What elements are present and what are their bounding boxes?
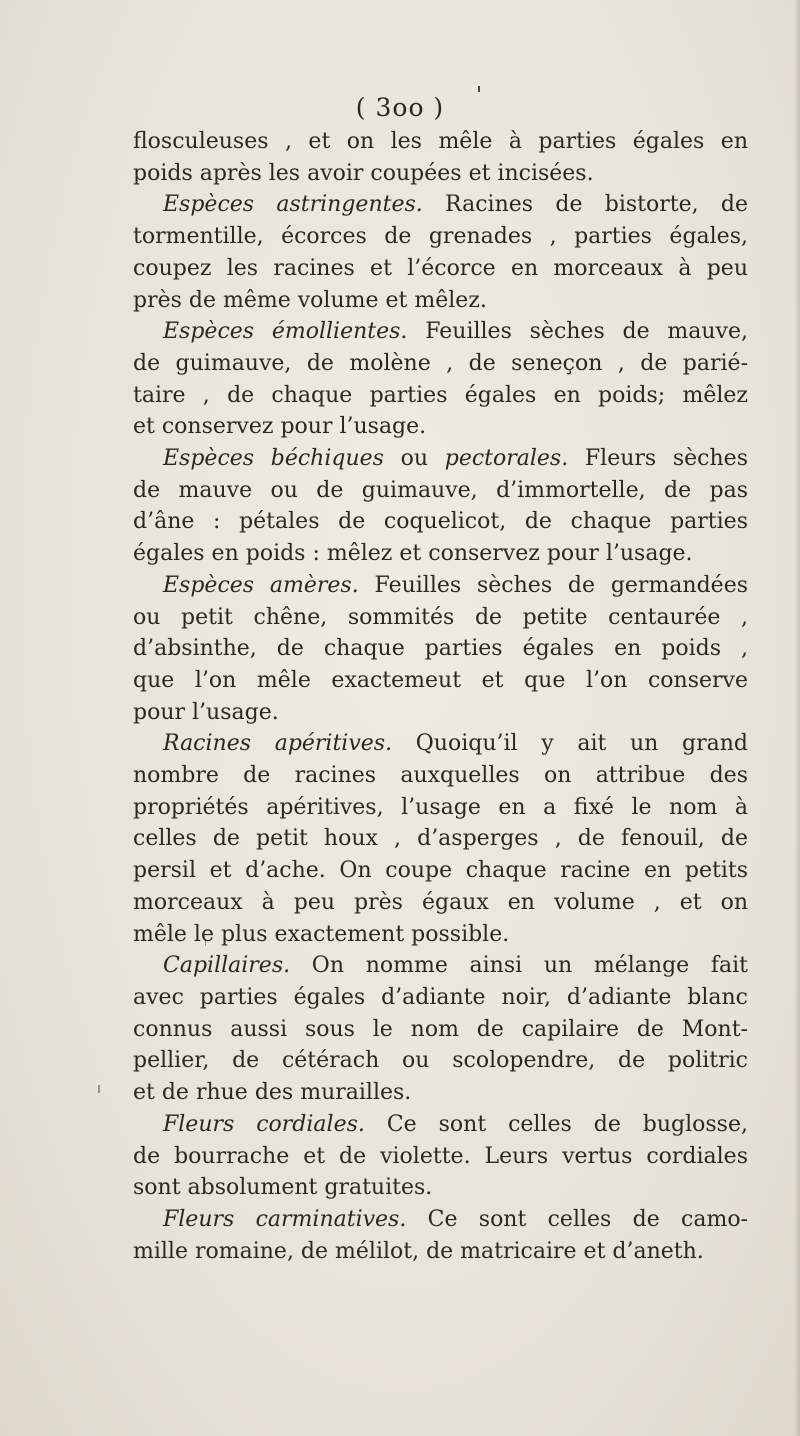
text-line — [133, 697, 748, 729]
text-run: avec parties égales d’adiante noir, d’adiante blanc — [133, 984, 748, 1010]
text-line — [133, 443, 748, 475]
section-heading: Racines apéritives. — [163, 731, 393, 757]
text-line — [133, 1077, 748, 1109]
text-line — [133, 380, 748, 412]
section-heading: pectorales. — [444, 446, 569, 472]
ink-speck — [98, 1085, 100, 1093]
section-heading: Espèces amères. — [163, 572, 359, 598]
text-run: Ce sont celles de camo- — [406, 1206, 748, 1232]
text-run: de guimauve, de molène , de seneçon , de parié- — [133, 350, 748, 376]
text-line — [133, 1109, 748, 1141]
text-line — [133, 982, 748, 1014]
text-run: pellier, de cétérach ou scolopendre, de politric — [133, 1048, 748, 1074]
text-line — [133, 665, 748, 697]
text-line — [133, 1236, 748, 1268]
text-run: morceaux à peu près égaux en volume , et on — [133, 889, 748, 915]
text-line — [133, 760, 748, 792]
text-run: Ce sont celles de buglosse, — [364, 1111, 748, 1137]
text-line — [133, 411, 748, 443]
text-run: coupez les racines et l’écorce en morceaux à peu — [133, 255, 748, 281]
text-run: égales en poids : mêlez et conservez pour l’usage. — [133, 541, 693, 567]
text-line — [133, 126, 748, 158]
section-heading: Espèces émollientes. — [163, 319, 408, 345]
section-heading: Fleurs carminatives. — [163, 1206, 407, 1232]
text-run: mêle le plus exactement possible. — [133, 921, 510, 947]
text-line — [133, 1014, 748, 1046]
text-line — [133, 633, 748, 665]
section-heading: Espèces béchiques — [163, 446, 384, 472]
text-line — [133, 602, 748, 634]
section-heading: Capillaires. — [163, 953, 291, 979]
text-line — [133, 728, 748, 760]
text-run: Fleurs sèches — [568, 446, 748, 472]
text-line — [133, 887, 748, 919]
text-run: Quoiqu’il y ait un grand — [392, 731, 748, 757]
text-run: connus aussi sous le nom de capilaire de Mont- — [133, 1016, 748, 1042]
text-line — [133, 285, 748, 317]
text-line — [133, 506, 748, 538]
text-run: On nomme ainsi un mélange fait — [290, 953, 748, 979]
text-line — [133, 950, 748, 982]
text-run: pour l’usage. — [133, 699, 279, 725]
text-run: mille romaine, de mélilot, de matricaire et d’aneth. — [133, 1238, 704, 1264]
page-body-text — [133, 126, 748, 1267]
text-line — [133, 158, 748, 190]
text-line — [133, 538, 748, 570]
text-line — [133, 1204, 748, 1236]
text-run: Racines de bistorte, de — [422, 192, 748, 218]
text-run: de bourrache et de violette. Leurs vertus cordiales — [133, 1143, 748, 1169]
text-line — [133, 316, 748, 348]
text-line — [133, 1172, 748, 1204]
text-line — [133, 348, 748, 380]
text-run: Feuilles sèches de mauve, — [407, 319, 748, 345]
text-line — [133, 475, 748, 507]
text-run: ou petit chêne, sommités de petite centaurée , — [133, 604, 748, 630]
text-run: que l’on mêle exactemeut et que l’on conserve — [133, 667, 748, 693]
text-run: nombre de racines auxquelles on attribue des — [133, 763, 748, 789]
text-run: et conservez pour l’usage. — [133, 414, 427, 440]
text-line — [133, 189, 748, 221]
page-edge-shadow — [794, 0, 800, 1436]
text-run: sont absolument gratuites. — [133, 1175, 433, 1201]
text-run: et de rhue des murailles. — [133, 1080, 412, 1106]
text-line — [133, 253, 748, 285]
text-run: celles de petit houx , d’asperges , de fenouil, de — [133, 826, 748, 852]
text-line — [133, 221, 748, 253]
text-run: persil et d’ache. On coupe chaque racine en petits — [133, 858, 748, 884]
text-run: près de même volume et mêlez. — [133, 287, 487, 313]
text-line — [133, 570, 748, 602]
text-run: Feuilles sèches de germandées — [358, 572, 748, 598]
text-line — [133, 1045, 748, 1077]
text-run: d’âne : pétales de coquelicot, de chaque parties — [133, 509, 748, 535]
section-heading: Fleurs cordiales. — [163, 1111, 365, 1137]
section-heading: Espèces astringentes. — [163, 192, 423, 218]
text-run: poids après les avoir coupées et incisées. — [133, 160, 594, 186]
text-run: de mauve ou de guimauve, d’immortelle, de pas — [133, 477, 748, 503]
text-line — [133, 1141, 748, 1173]
text-run: taire , de chaque parties égales en poids; mêlez — [133, 382, 748, 408]
text-run: flosculeuses , et on les mêle à parties égales en — [133, 129, 748, 154]
text-run: propriétés apéritives, l’usage en a fixé le nom à — [133, 794, 748, 820]
text-run: ou — [383, 446, 445, 472]
text-run: d’absinthe, de chaque parties égales en poids , — [133, 636, 748, 662]
text-line — [133, 919, 748, 951]
text-line — [133, 855, 748, 887]
text-line — [133, 823, 748, 855]
page-number: ( 3oo ) — [355, 93, 445, 122]
text-run: tormentille, écorces de grenades , parties égales, — [133, 224, 748, 250]
text-line — [133, 792, 748, 824]
